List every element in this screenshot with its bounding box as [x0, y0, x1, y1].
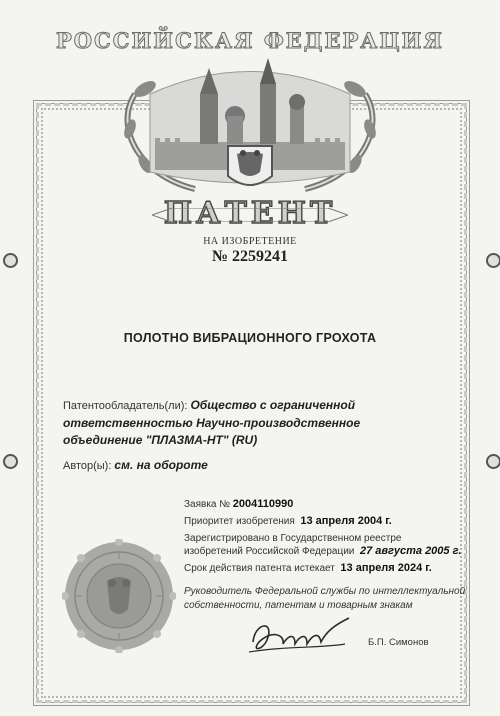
registered-label-line1: Зарегистрировано в Государственном реестре	[184, 533, 402, 544]
registered-date: 27 августа 2005 г.	[359, 545, 462, 557]
patent-subtitle: НА ИЗОБРЕТЕНИЕ	[203, 236, 297, 247]
patent-number: № 2259241	[211, 248, 289, 265]
expiry-label: Срок действия патента истекает	[184, 563, 335, 574]
holder-label: Патентообладатель(ли):	[63, 400, 188, 412]
ornament-banner-icon	[152, 208, 348, 222]
application-number: 2004110990	[232, 498, 294, 510]
holder-value-line2: ответственностью Научно-производственное	[63, 416, 361, 430]
head-of-service-line1: Руководитель Федеральной службы по интеллектуальной	[184, 586, 466, 597]
patent-holder	[63, 397, 393, 449]
punch-hole-icon	[486, 454, 500, 469]
registration-details	[184, 498, 474, 579]
signer-name: Б.П. Симонов	[368, 637, 429, 648]
head-of-service	[184, 585, 474, 613]
expiry-line	[184, 562, 474, 575]
priority-date: 13 апреля 2004 г.	[300, 515, 392, 527]
punch-hole-icon	[3, 454, 18, 469]
holder-value-line1: Общество с ограниченной	[190, 398, 356, 412]
registered-line	[184, 545, 474, 558]
head-of-service-line2: собственности, патентам и товарным знакам	[184, 600, 413, 611]
priority-line	[184, 515, 474, 528]
holder-value-line3: объединение "ПЛАЗМА-НТ" (RU)	[63, 433, 258, 447]
official-seal-icon	[62, 539, 176, 653]
authors-label: Автор(ы):	[63, 460, 112, 472]
priority-label: Приоритет изобретения	[184, 516, 295, 527]
application-label: Заявка №	[184, 499, 230, 510]
country-title: РОССИЙСКАЯ ФЕДЕРАЦИЯ	[55, 28, 445, 53]
expiry-date: 13 апреля 2024 г.	[340, 562, 432, 574]
kremlin-emblem-icon	[105, 54, 395, 202]
handwritten-signature-icon	[245, 612, 355, 660]
invention-title: ПОЛОТНО ВИБРАЦИОННОГО ГРОХОТА	[123, 331, 377, 345]
authors-value: см. на обороте	[114, 458, 208, 472]
authors	[63, 458, 208, 473]
patent-heading: ПАТЕНТ	[163, 196, 337, 231]
application-line	[184, 498, 474, 511]
registered-label: изобретений Российской Федерации	[184, 546, 355, 557]
